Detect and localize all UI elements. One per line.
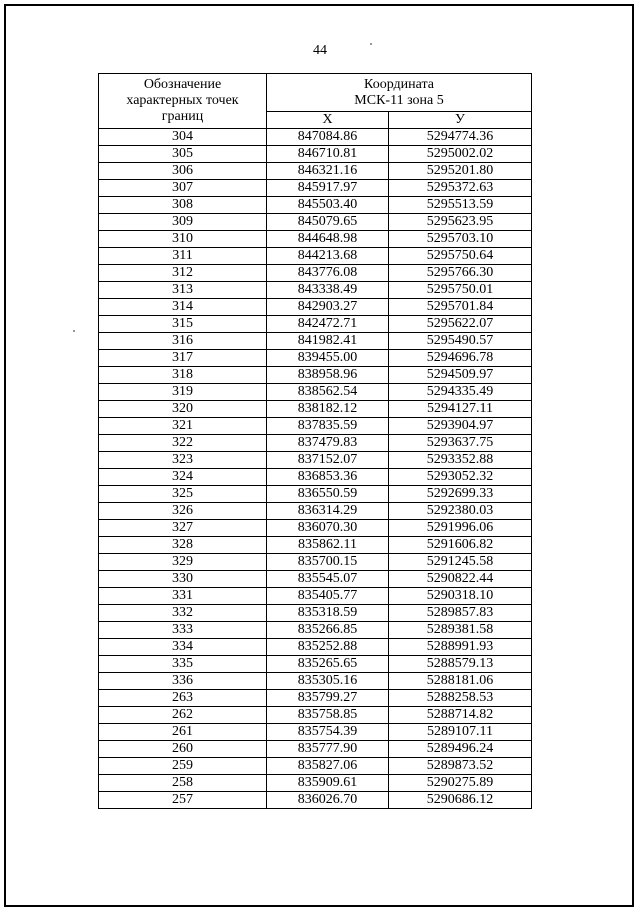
point-id-cell: 318 (99, 367, 267, 384)
coordinate-header-line: Координата (364, 76, 434, 92)
point-id-cell: 323 (99, 452, 267, 469)
y-coordinate-cell: 5288579.13 (389, 656, 532, 673)
point-id-cell: 320 (99, 401, 267, 418)
x-coordinate-cell: 839455.00 (267, 350, 389, 367)
x-coordinate-cell: 841982.41 (267, 333, 389, 350)
point-id-cell: 304 (99, 129, 267, 146)
y-coordinate-cell: 5291996.06 (389, 520, 532, 537)
y-coordinate-cell: 5295623.95 (389, 214, 532, 231)
y-column-header: У (389, 112, 532, 129)
point-id-cell: 330 (99, 571, 267, 588)
table-row (99, 537, 532, 554)
y-coordinate-cell: 5293052.32 (389, 469, 532, 486)
point-id-cell: 306 (99, 163, 267, 180)
x-coordinate-cell: 838182.12 (267, 401, 389, 418)
point-id-cell: 321 (99, 418, 267, 435)
y-coordinate-cell: 5293352.88 (389, 452, 532, 469)
x-coordinate-cell: 837835.59 (267, 418, 389, 435)
point-header-line: характерных точек (126, 93, 239, 108)
x-coordinate-cell: 836853.36 (267, 469, 389, 486)
table-row (99, 163, 532, 180)
point-header-line: Обозначение (143, 77, 222, 92)
point-header-line: границ (161, 109, 204, 124)
x-coordinate-cell: 836070.30 (267, 520, 389, 537)
y-coordinate-cell: 5295703.10 (389, 231, 532, 248)
x-column-header: X (267, 112, 389, 129)
y-coordinate-cell: 5290686.12 (389, 792, 532, 809)
x-coordinate-cell: 835266.85 (267, 622, 389, 639)
point-id-cell: 262 (99, 707, 267, 724)
x-coordinate-cell: 835909.61 (267, 775, 389, 792)
table-row (99, 197, 532, 214)
table-row (99, 690, 532, 707)
table-row (99, 435, 532, 452)
y-coordinate-cell: 5289857.83 (389, 605, 532, 622)
y-coordinate-cell: 5291245.58 (389, 554, 532, 571)
point-id-cell: 331 (99, 588, 267, 605)
x-coordinate-cell: 835754.39 (267, 724, 389, 741)
point-id-cell: 319 (99, 384, 267, 401)
y-coordinate-cell: 5294335.49 (389, 384, 532, 401)
x-coordinate-cell: 836550.59 (267, 486, 389, 503)
table-row (99, 639, 532, 656)
table-row (99, 486, 532, 503)
y-coordinate-cell: 5289107.11 (389, 724, 532, 741)
table-row (99, 333, 532, 350)
coordinates-table (98, 73, 532, 809)
table-row (99, 452, 532, 469)
point-id-cell: 312 (99, 265, 267, 282)
y-coordinate-cell: 5290275.89 (389, 775, 532, 792)
table-row (99, 180, 532, 197)
x-coordinate-cell: 835758.85 (267, 707, 389, 724)
table-row (99, 214, 532, 231)
point-id-cell: 305 (99, 146, 267, 163)
y-coordinate-cell: 5294696.78 (389, 350, 532, 367)
table-row (99, 367, 532, 384)
y-coordinate-cell: 5295490.57 (389, 333, 532, 350)
y-coordinate-cell: 5288714.82 (389, 707, 532, 724)
y-coordinate-cell: 5295622.07 (389, 316, 532, 333)
table-row (99, 775, 532, 792)
y-coordinate-cell: 5292380.03 (389, 503, 532, 520)
point-id-cell: 325 (99, 486, 267, 503)
point-id-cell: 328 (99, 537, 267, 554)
x-coordinate-cell: 847084.86 (267, 129, 389, 146)
point-id-cell: 326 (99, 503, 267, 520)
x-coordinate-cell: 844648.98 (267, 231, 389, 248)
y-coordinate-cell: 5289496.24 (389, 741, 532, 758)
y-coordinate-cell: 5292699.33 (389, 486, 532, 503)
point-id-cell: 334 (99, 639, 267, 656)
point-id-cell: 307 (99, 180, 267, 197)
table-row (99, 146, 532, 163)
table-body (99, 129, 532, 809)
coordinate-header-line: МСК-11 зона 5 (354, 92, 444, 108)
point-id-cell: 324 (99, 469, 267, 486)
point-id-cell: 308 (99, 197, 267, 214)
y-coordinate-cell: 5294127.11 (389, 401, 532, 418)
x-coordinate-cell: 843776.08 (267, 265, 389, 282)
table-row (99, 316, 532, 333)
y-coordinate-cell: 5295002.02 (389, 146, 532, 163)
point-id-cell: 317 (99, 350, 267, 367)
page-number: 44 (313, 43, 327, 58)
point-id-cell: 259 (99, 758, 267, 775)
y-coordinate-cell: 5295513.59 (389, 197, 532, 214)
point-id-cell: 332 (99, 605, 267, 622)
x-coordinate-cell: 835700.15 (267, 554, 389, 571)
x-coordinate-cell: 835405.77 (267, 588, 389, 605)
table-row (99, 724, 532, 741)
table-row (99, 418, 532, 435)
table-row (99, 503, 532, 520)
x-coordinate-cell: 835862.11 (267, 537, 389, 554)
x-coordinate-cell: 844213.68 (267, 248, 389, 265)
table-row (99, 792, 532, 809)
y-coordinate-cell: 5290318.10 (389, 588, 532, 605)
coordinate-group-header (267, 74, 532, 112)
x-coordinate-cell: 836314.29 (267, 503, 389, 520)
point-id-cell: 322 (99, 435, 267, 452)
y-coordinate-cell: 5295701.84 (389, 299, 532, 316)
x-coordinate-cell: 835777.90 (267, 741, 389, 758)
table-row (99, 622, 532, 639)
x-coordinate-cell: 836026.70 (267, 792, 389, 809)
x-coordinate-cell: 835827.06 (267, 758, 389, 775)
table-row (99, 129, 532, 146)
point-id-cell: 258 (99, 775, 267, 792)
x-coordinate-cell: 835265.65 (267, 656, 389, 673)
y-coordinate-cell: 5288991.93 (389, 639, 532, 656)
table-row (99, 741, 532, 758)
y-coordinate-cell: 5294509.97 (389, 367, 532, 384)
point-id-cell: 257 (99, 792, 267, 809)
x-coordinate-cell: 835305.16 (267, 673, 389, 690)
point-id-cell: 333 (99, 622, 267, 639)
point-id-cell: 336 (99, 673, 267, 690)
y-coordinate-cell: 5295372.63 (389, 180, 532, 197)
x-coordinate-cell: 835545.07 (267, 571, 389, 588)
point-column-header (99, 74, 267, 129)
point-id-cell: 313 (99, 282, 267, 299)
y-coordinate-cell: 5289873.52 (389, 758, 532, 775)
x-coordinate-cell: 843338.49 (267, 282, 389, 299)
x-coordinate-cell: 838562.54 (267, 384, 389, 401)
table-row (99, 231, 532, 248)
table-row (99, 571, 532, 588)
y-coordinate-cell: 5295201.80 (389, 163, 532, 180)
y-coordinate-cell: 5290822.44 (389, 571, 532, 588)
table-row (99, 605, 532, 622)
y-coordinate-cell: 5295750.64 (389, 248, 532, 265)
table-row (99, 588, 532, 605)
y-coordinate-cell: 5295766.30 (389, 265, 532, 282)
x-coordinate-cell: 842903.27 (267, 299, 389, 316)
point-id-cell: 261 (99, 724, 267, 741)
y-coordinate-cell: 5288258.53 (389, 690, 532, 707)
table-row (99, 758, 532, 775)
y-coordinate-cell: 5294774.36 (389, 129, 532, 146)
point-id-cell: 329 (99, 554, 267, 571)
table-row (99, 282, 532, 299)
x-coordinate-cell: 845503.40 (267, 197, 389, 214)
y-coordinate-cell: 5293904.97 (389, 418, 532, 435)
point-id-cell: 327 (99, 520, 267, 537)
table-row (99, 520, 532, 537)
x-coordinate-cell: 838958.96 (267, 367, 389, 384)
table-row (99, 248, 532, 265)
point-id-cell: 260 (99, 741, 267, 758)
y-coordinate-cell: 5289381.58 (389, 622, 532, 639)
point-id-cell: 309 (99, 214, 267, 231)
x-coordinate-cell: 835318.59 (267, 605, 389, 622)
point-id-cell: 310 (99, 231, 267, 248)
y-coordinate-cell: 5295750.01 (389, 282, 532, 299)
table-row (99, 299, 532, 316)
x-coordinate-cell: 846321.16 (267, 163, 389, 180)
scan-speck (370, 43, 372, 45)
table-row (99, 384, 532, 401)
y-coordinate-cell: 5288181.06 (389, 673, 532, 690)
y-coordinate-cell: 5293637.75 (389, 435, 532, 452)
x-coordinate-cell: 845917.97 (267, 180, 389, 197)
y-coordinate-cell: 5291606.82 (389, 537, 532, 554)
x-coordinate-cell: 835799.27 (267, 690, 389, 707)
point-id-cell: 263 (99, 690, 267, 707)
table-row (99, 469, 532, 486)
point-id-cell: 311 (99, 248, 267, 265)
table-row (99, 656, 532, 673)
x-coordinate-cell: 837152.07 (267, 452, 389, 469)
x-coordinate-cell: 837479.83 (267, 435, 389, 452)
scan-speck (73, 330, 75, 332)
point-id-cell: 335 (99, 656, 267, 673)
x-coordinate-cell: 842472.71 (267, 316, 389, 333)
table-row (99, 350, 532, 367)
table-row (99, 265, 532, 282)
point-id-cell: 315 (99, 316, 267, 333)
point-id-cell: 316 (99, 333, 267, 350)
x-coordinate-cell: 845079.65 (267, 214, 389, 231)
x-coordinate-cell: 835252.88 (267, 639, 389, 656)
table-row (99, 673, 532, 690)
table-row (99, 401, 532, 418)
table-row (99, 707, 532, 724)
table-row (99, 554, 532, 571)
point-id-cell: 314 (99, 299, 267, 316)
x-coordinate-cell: 846710.81 (267, 146, 389, 163)
